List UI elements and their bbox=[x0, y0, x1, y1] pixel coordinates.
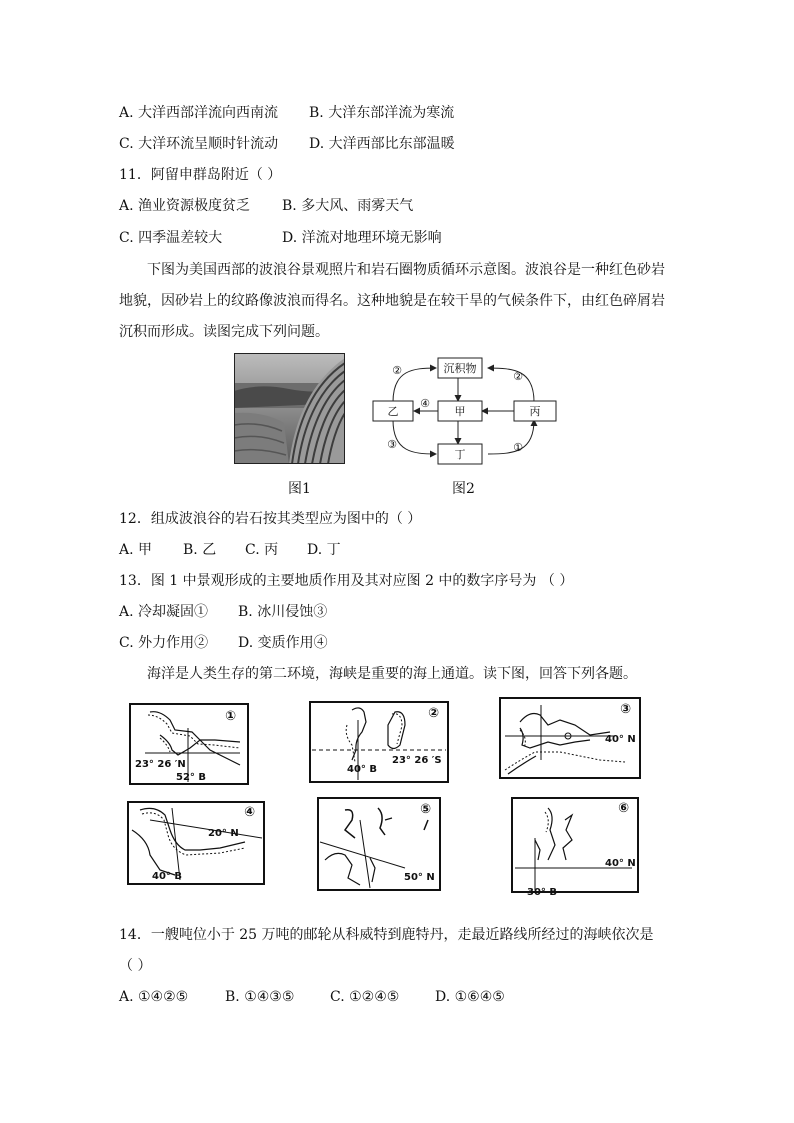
q10-option-a: A. 大洋西部洋流向西南流 bbox=[119, 105, 279, 121]
strait-map-4 bbox=[128, 802, 264, 884]
map-2-lat-label: 23° 26 ′S bbox=[392, 755, 442, 766]
label-jia: 甲 bbox=[454, 405, 466, 418]
num-2-right: ② bbox=[513, 370, 523, 383]
q13-option-c: C. 外力作用② bbox=[119, 635, 209, 651]
num-1: ① bbox=[513, 441, 523, 454]
q14-option-a: A. ①④②⑤ bbox=[119, 989, 189, 1005]
map-5-lat-label: 50° N bbox=[404, 872, 435, 883]
q11-option-b: B. 多大风、雨雾天气 bbox=[282, 198, 414, 214]
q12-stem: 12．组成波浪谷的岩石按其类型应为图中的（ ） bbox=[119, 511, 422, 527]
q14-option-d: D. ①⑥④⑤ bbox=[435, 989, 505, 1005]
q13-stem: 13．图 1 中景观形成的主要地质作用及其对应图 2 中的数字序号为 （ ） bbox=[119, 573, 574, 589]
rock-cycle-diagram bbox=[358, 352, 568, 470]
q12-option-b: B. 乙 bbox=[183, 542, 217, 558]
q13-option-d: D. 变质作用④ bbox=[238, 635, 328, 651]
map-1-lon-label: 52° B bbox=[176, 772, 207, 783]
map-6-lon-label: 30° B bbox=[527, 887, 558, 898]
strait-map-5 bbox=[318, 798, 440, 890]
q14-option-c: C. ①②④⑤ bbox=[330, 989, 400, 1005]
q13-option-b: B. 冰川侵蚀③ bbox=[238, 604, 328, 620]
strait-map-6 bbox=[512, 798, 638, 898]
q12-option-a: A. 甲 bbox=[119, 542, 153, 558]
figure-1-caption: 图1 bbox=[288, 481, 311, 497]
q12-option-c: C. 丙 bbox=[245, 542, 279, 558]
q14-stem: 14．一艘吨位小于 25 万吨的邮轮从科威特到鹿特丹，走最近路线所经过的海峡依次是 bbox=[119, 927, 654, 943]
q11-stem: 11．阿留申群岛附近（ ） bbox=[119, 167, 282, 183]
map-3-lat-label: 40° N bbox=[605, 734, 636, 745]
q10-option-d: D. 大洋西部比东部温暖 bbox=[309, 136, 455, 152]
arrow-yi-to-ding bbox=[393, 420, 436, 454]
q12-option-d: D. 丁 bbox=[307, 542, 341, 558]
num-2-left: ② bbox=[392, 364, 402, 377]
figure-2-caption: 图2 bbox=[452, 481, 475, 497]
map-1-lat-label: 23° 26 ′N bbox=[135, 759, 186, 770]
map-3-number: ③ bbox=[620, 702, 632, 717]
map-2-number: ② bbox=[428, 706, 440, 721]
q13-option-a: A. 冷却凝固① bbox=[119, 604, 209, 620]
map-6-number: ⑥ bbox=[618, 801, 630, 816]
wave-valley-photo bbox=[234, 353, 345, 464]
q14-paren: （ ） bbox=[119, 958, 152, 974]
q11-option-a: A. 渔业资源极度贫乏 bbox=[119, 198, 251, 214]
q14-option-b: B. ①④③⑤ bbox=[225, 989, 295, 1005]
num-3: ③ bbox=[387, 438, 397, 451]
intro-paragraph-1: 下图为美国西部的波浪谷景观照片和岩石圈物质循环示意图。波浪谷是一种红色砂岩地貌，因砂岩上的纹路像波浪而得名。这种地貌是在较干旱的气候条件下，由红色碎屑岩沉积而形成。读图完成下列问题。 bbox=[119, 262, 665, 340]
q10-option-c: C. 大洋环流呈顺时针流动 bbox=[119, 136, 279, 152]
strait-map-3 bbox=[500, 698, 640, 778]
map-2-lon-label: 40° B bbox=[347, 764, 378, 775]
q10-option-b: B. 大洋东部洋流为寒流 bbox=[309, 105, 455, 121]
label-bing: 丙 bbox=[529, 405, 541, 418]
q11-option-c: C. 四季温差较大 bbox=[119, 230, 223, 246]
arrow-bing-to-sediment bbox=[488, 368, 534, 402]
strait-map-2 bbox=[310, 702, 448, 782]
label-sediment: 沉积物 bbox=[443, 362, 477, 375]
label-yi: 乙 bbox=[387, 405, 399, 418]
strait-maps bbox=[0, 690, 794, 920]
intro-paragraph-2: 海洋是人类生存的第二环境，海峡是重要的海上通道。读下图，回答下列各题。 bbox=[147, 666, 637, 682]
map-5-number: ⑤ bbox=[420, 802, 432, 817]
map-1-number: ① bbox=[225, 709, 237, 724]
map-6-lat-label: 40° N bbox=[605, 858, 636, 869]
num-4: ④ bbox=[420, 397, 430, 410]
arrow-ding-to-bing bbox=[488, 420, 534, 454]
label-ding: 丁 bbox=[454, 448, 466, 461]
strait-map-1 bbox=[130, 704, 248, 784]
map-4-lon-label: 40° B bbox=[152, 871, 183, 882]
q11-option-d: D. 洋流对地理环境无影响 bbox=[282, 230, 442, 246]
map-4-lat-label: 20° N bbox=[208, 828, 239, 839]
map-4-number: ④ bbox=[244, 805, 256, 820]
